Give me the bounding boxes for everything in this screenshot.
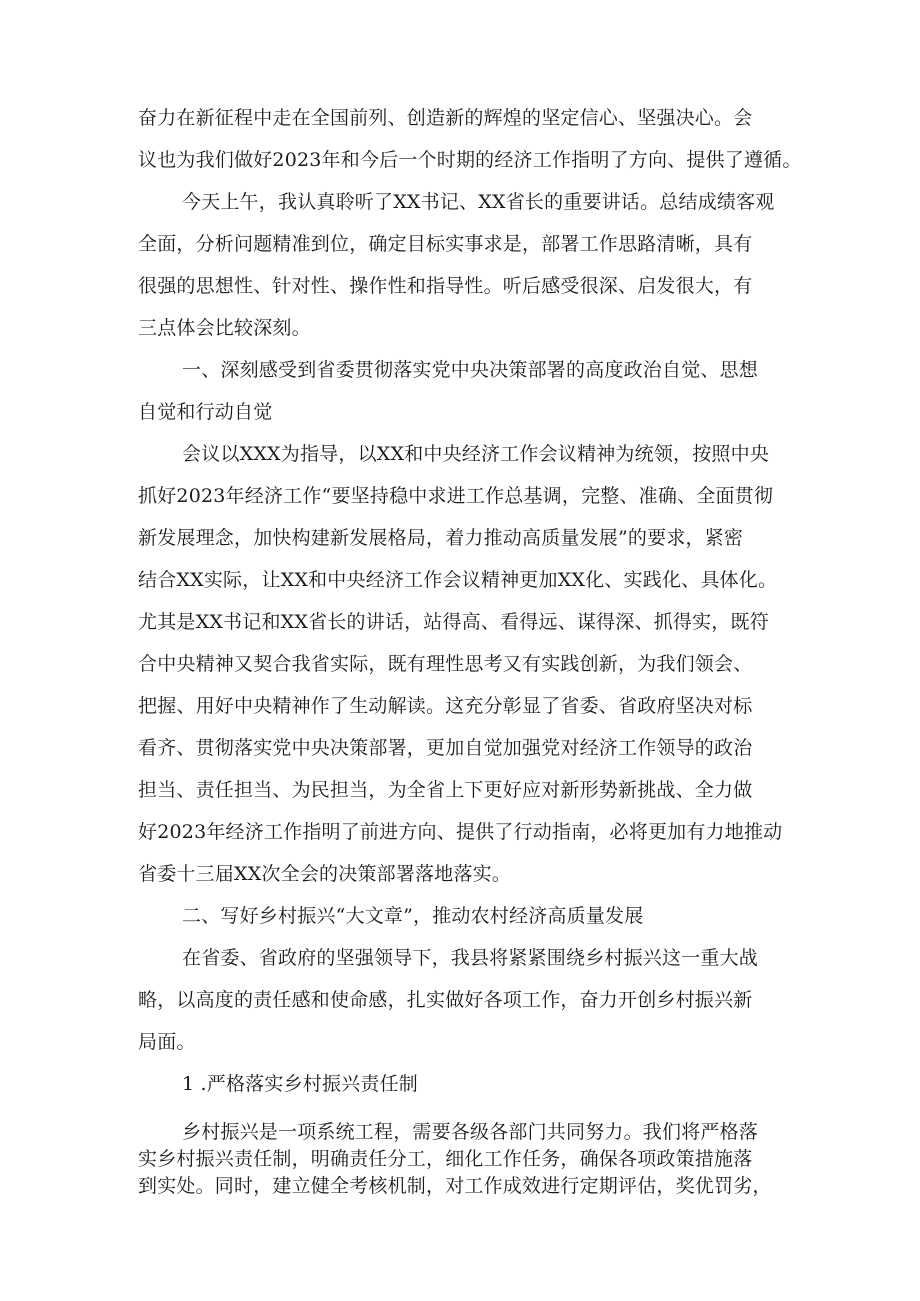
text-line: 好2023年经济工作指明了前进方向、提供了行动指南，必将更加有力地推动 [138,821,783,843]
text-line: 到实处。同时，建立健全考核机制，对工作成效进行定期评估，奖优罚劣， [138,1175,772,1197]
text-line: 略，以高度的责任感和使命感，扎实做好各项工作，奋力开创乡村振兴新 [138,989,753,1011]
text-line: 很强的思想性、针对性、操作性和指导性。听后感受很深、启发很大，有 [138,275,753,297]
section-heading-2: 二、写好乡村振兴“大文章”，推动农村经济高质量发展 [182,905,644,927]
paragraph-start: 会议以XXX为指导，以XX和中央经济工作会议精神为统领，按照中央 [182,443,770,465]
text-line: 实乡村振兴责任制，明确责任分工，细化工作任务，确保各项政策措施落 [138,1148,753,1170]
text-line: 三点体会比较深刻。 [138,317,311,339]
paragraph-start: 在省委、省政府的坚强领导下，我县将紧紧围绕乡村振兴这一重大战 [182,947,759,969]
section-heading-1-cont: 自觉和行动自觉 [138,401,273,423]
text-line: 局面。 [138,1031,196,1053]
text-line: 奋力在新征程中走在全国前列、创造新的辉煌的坚定信心、坚强决心。会 [138,107,753,129]
text-line: 结合XX实际，让XX和中央经济工作会议精神更加XX化、实践化、具体化。 [138,569,778,591]
text-line: 担当、责任担当、为民担当，为全省上下更好应对新形势新挑战、全力做 [138,779,753,801]
text-line: 新发展理念，加快构建新发展格局，着力推动高质量发展”的要求，紧密 [138,527,744,549]
text-line: 全面，分析问题精准到位，确定目标实事求是，部署工作思路清晰，具有 [138,233,753,255]
text-line: 省委十三届XX次全会的决策部署落地落实。 [138,863,512,885]
paragraph-start: 乡村振兴是一项系统工程，需要各级各部门共同努力。我们将严格落 [182,1121,759,1143]
text-line: 把握、用好中央精神作了生动解读。这充分彰显了省委、省政府坚决对标 [138,695,753,717]
text-line: 抓好2023年经济工作“要坚持稳中求进工作总基调，完整、准确、全面贯彻 [138,485,774,507]
text-line: 看齐、贯彻落实党中央决策部署，更加自觉加强党对经济工作领导的政治 [138,737,753,759]
text-line: 尤其是XX书记和XX省长的讲话，站得高、看得远、谋得深、抓得实，既符 [138,611,769,633]
text-line: 议也为我们做好2023年和今后一个时期的经济工作指明了方向、提供了遵循。 [138,149,802,171]
paragraph-start: 今天上午，我认真聆听了XX书记、XX省长的重要讲话。总结成绩客观 [182,191,775,213]
section-heading-1: 一、深刻感受到省委贯彻落实党中央决策部署的高度政治自觉、思想 [182,359,759,381]
text-line: 合中央精神又契合我省实际，既有理性思考又有实践创新，为我们领会、 [138,653,753,675]
subheading-1: 1 .严格落实乡村振兴责任制 [182,1073,418,1095]
